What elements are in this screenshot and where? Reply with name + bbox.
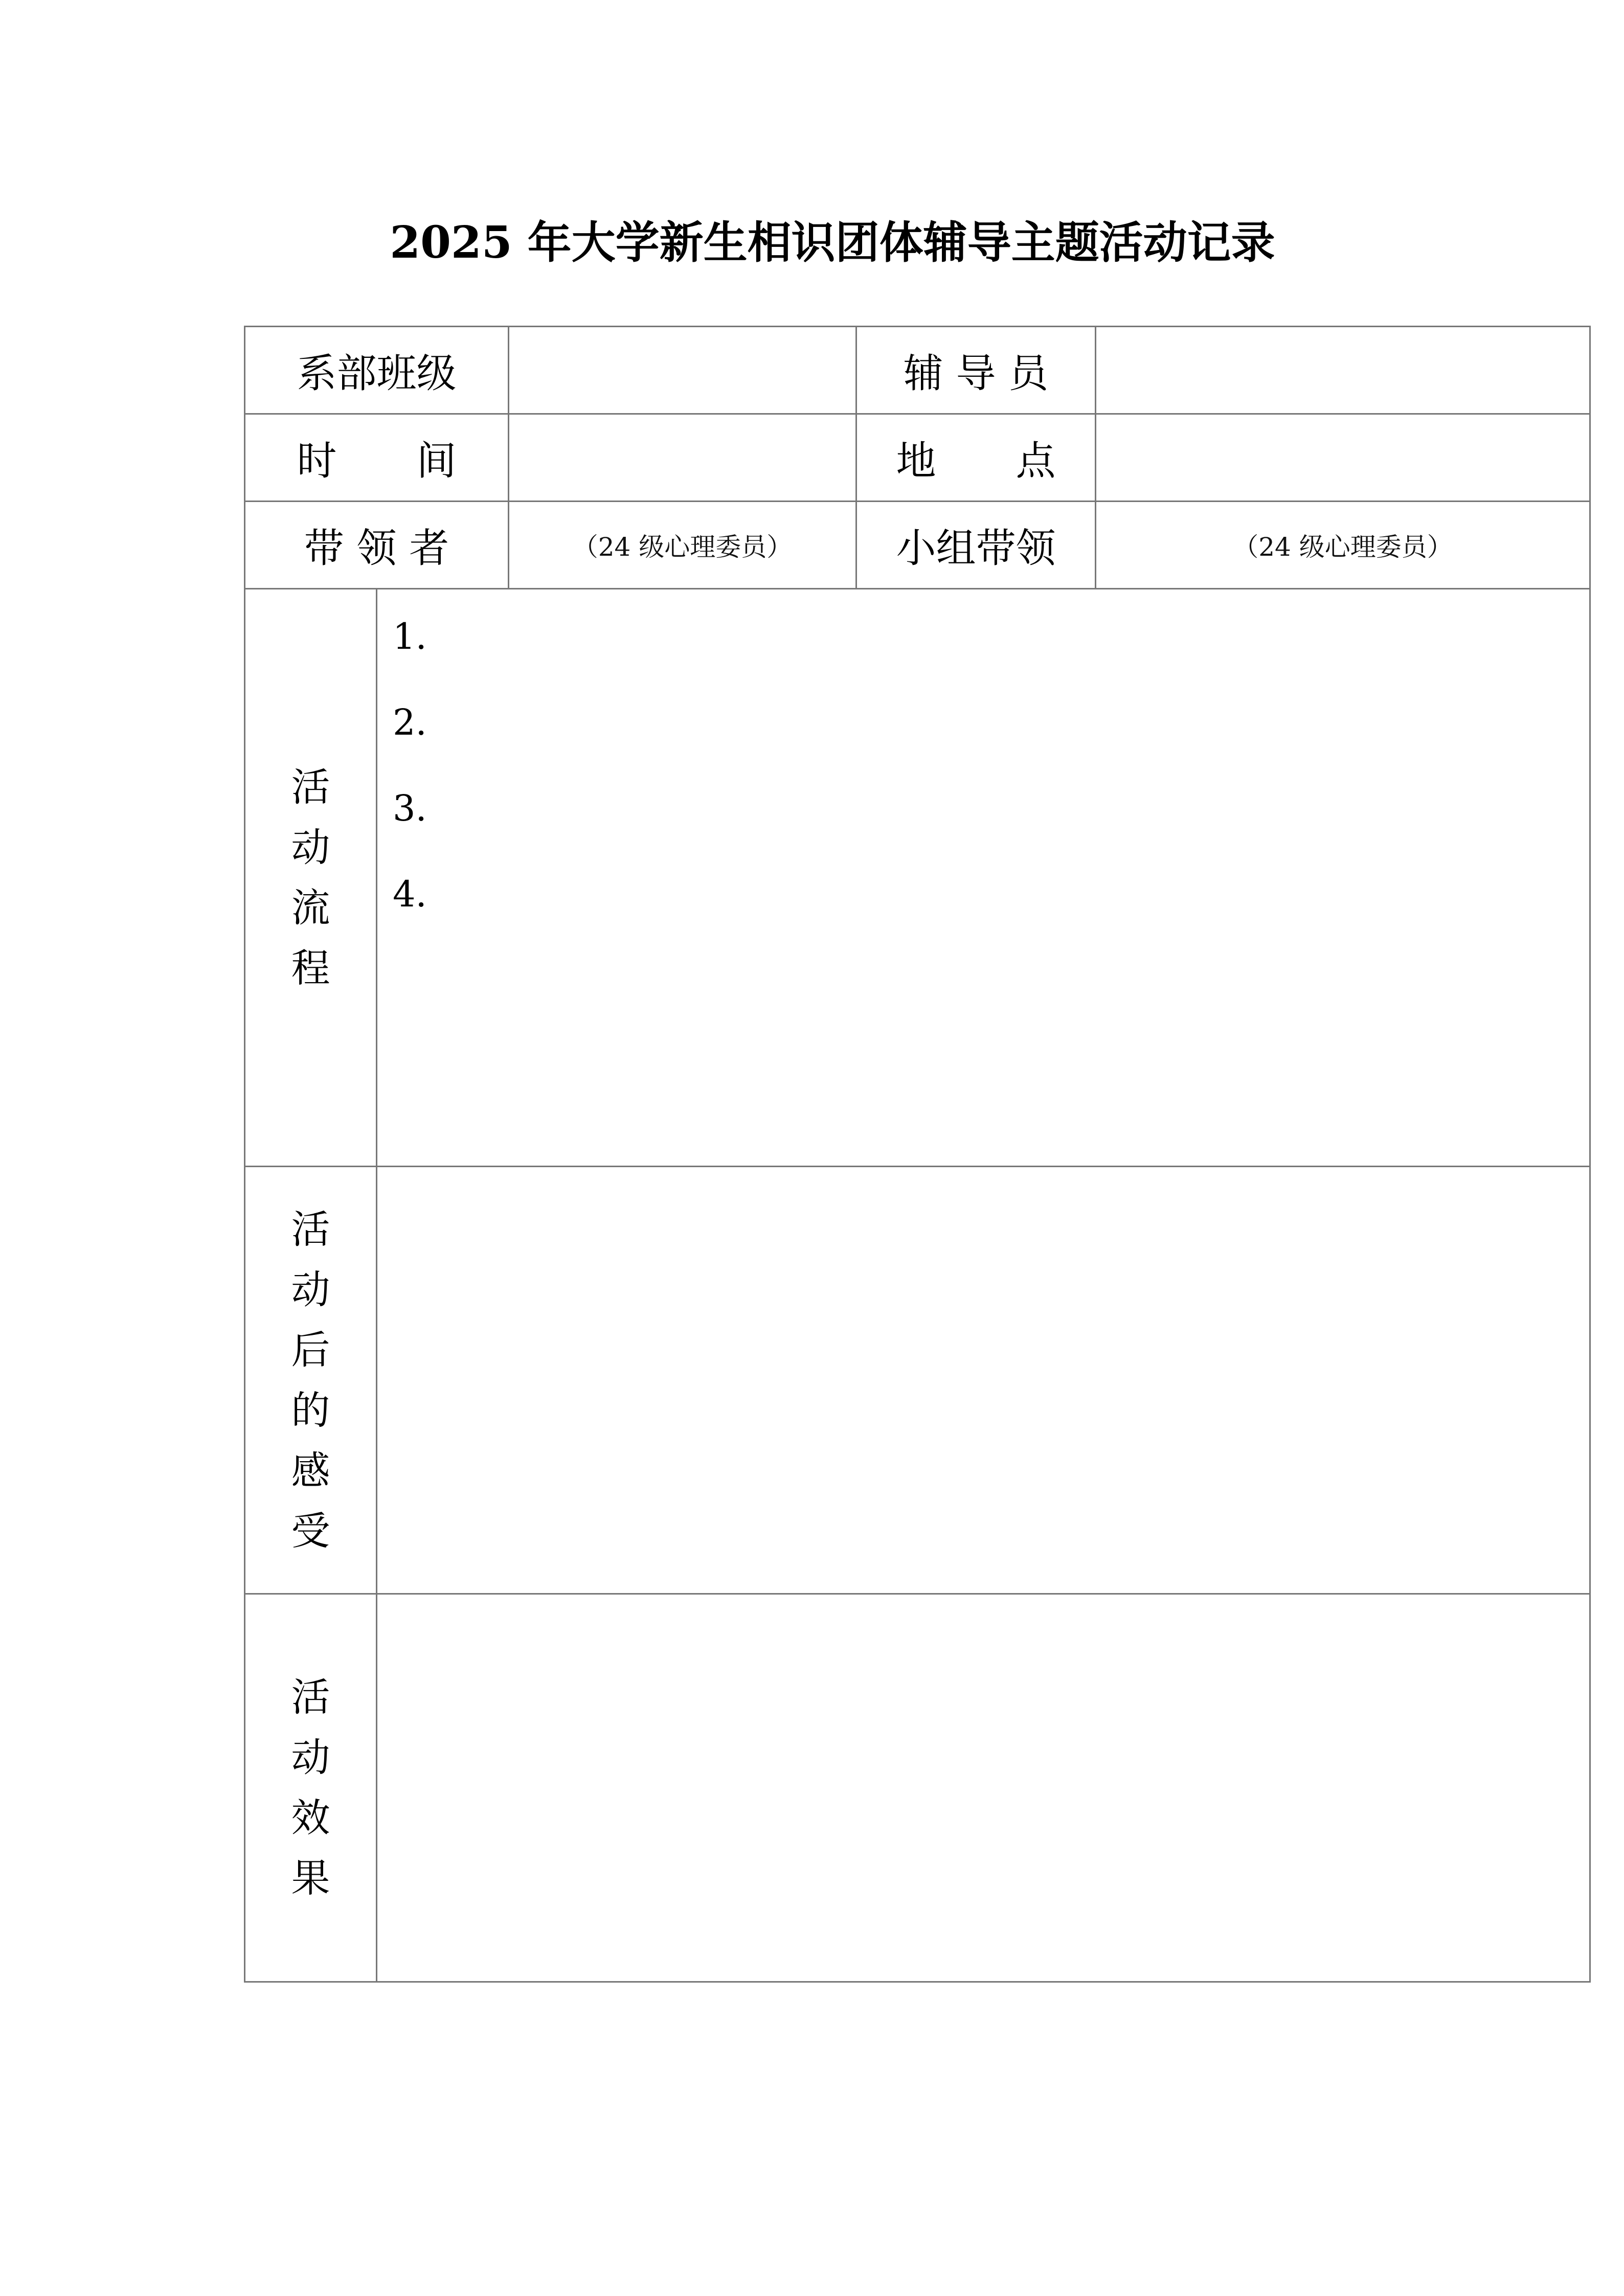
page-title: 2025 年大学新生相识团体辅导主题活动记录 bbox=[390, 217, 1275, 268]
field-time[interactable] bbox=[509, 414, 856, 502]
label-department-class: 系部班级 bbox=[245, 327, 509, 414]
label-char: 果 bbox=[291, 1855, 330, 1901]
field-counselor[interactable] bbox=[1096, 327, 1590, 414]
label-activity-feelings bbox=[245, 1167, 377, 1594]
label-char: 活 bbox=[291, 1674, 330, 1720]
field-leader[interactable]: （24 级心理委员） bbox=[509, 502, 856, 589]
field-activity-process[interactable] bbox=[377, 589, 1590, 1167]
label-group-leader: 小组带领 bbox=[856, 502, 1096, 589]
activity-record-table bbox=[244, 326, 1591, 1983]
label-char: 受 bbox=[291, 1508, 330, 1554]
step-item: 1. bbox=[393, 616, 427, 657]
label-char: 活 bbox=[291, 764, 330, 810]
label-char: 的 bbox=[291, 1387, 330, 1433]
label-leader: 带 领 者 bbox=[245, 502, 509, 589]
label-location: 地 点 bbox=[856, 414, 1096, 502]
label-char: 程 bbox=[291, 945, 330, 991]
row-activity-feelings bbox=[245, 1167, 1590, 1594]
row-activity-effect bbox=[245, 1594, 1590, 1982]
label-char: 动 bbox=[291, 1735, 330, 1780]
label-char: 动 bbox=[291, 824, 330, 870]
label-char: 活 bbox=[291, 1206, 330, 1252]
row-activity-process bbox=[245, 589, 1590, 1167]
step-item: 4. bbox=[393, 873, 427, 915]
label-time: 时 间 bbox=[245, 414, 509, 502]
label-activity-effect bbox=[245, 1594, 377, 1982]
field-group-leader[interactable]: （24 级心理委员） bbox=[1096, 502, 1590, 589]
label-char: 效 bbox=[291, 1795, 330, 1840]
label-activity-process bbox=[245, 589, 377, 1167]
label-char: 流 bbox=[291, 884, 330, 930]
row-time bbox=[245, 414, 1590, 502]
row-leader bbox=[245, 502, 1590, 589]
field-location[interactable] bbox=[1096, 414, 1590, 502]
row-department bbox=[245, 327, 1590, 414]
field-department-class[interactable] bbox=[509, 327, 856, 414]
step-item: 3. bbox=[393, 787, 427, 829]
field-activity-feelings[interactable] bbox=[377, 1167, 1590, 1594]
label-char: 后 bbox=[291, 1327, 330, 1373]
field-activity-effect[interactable] bbox=[377, 1594, 1590, 1982]
label-char: 感 bbox=[291, 1447, 330, 1493]
label-char: 动 bbox=[291, 1266, 330, 1312]
step-item: 2. bbox=[393, 701, 427, 743]
label-counselor: 辅 导 员 bbox=[856, 327, 1096, 414]
